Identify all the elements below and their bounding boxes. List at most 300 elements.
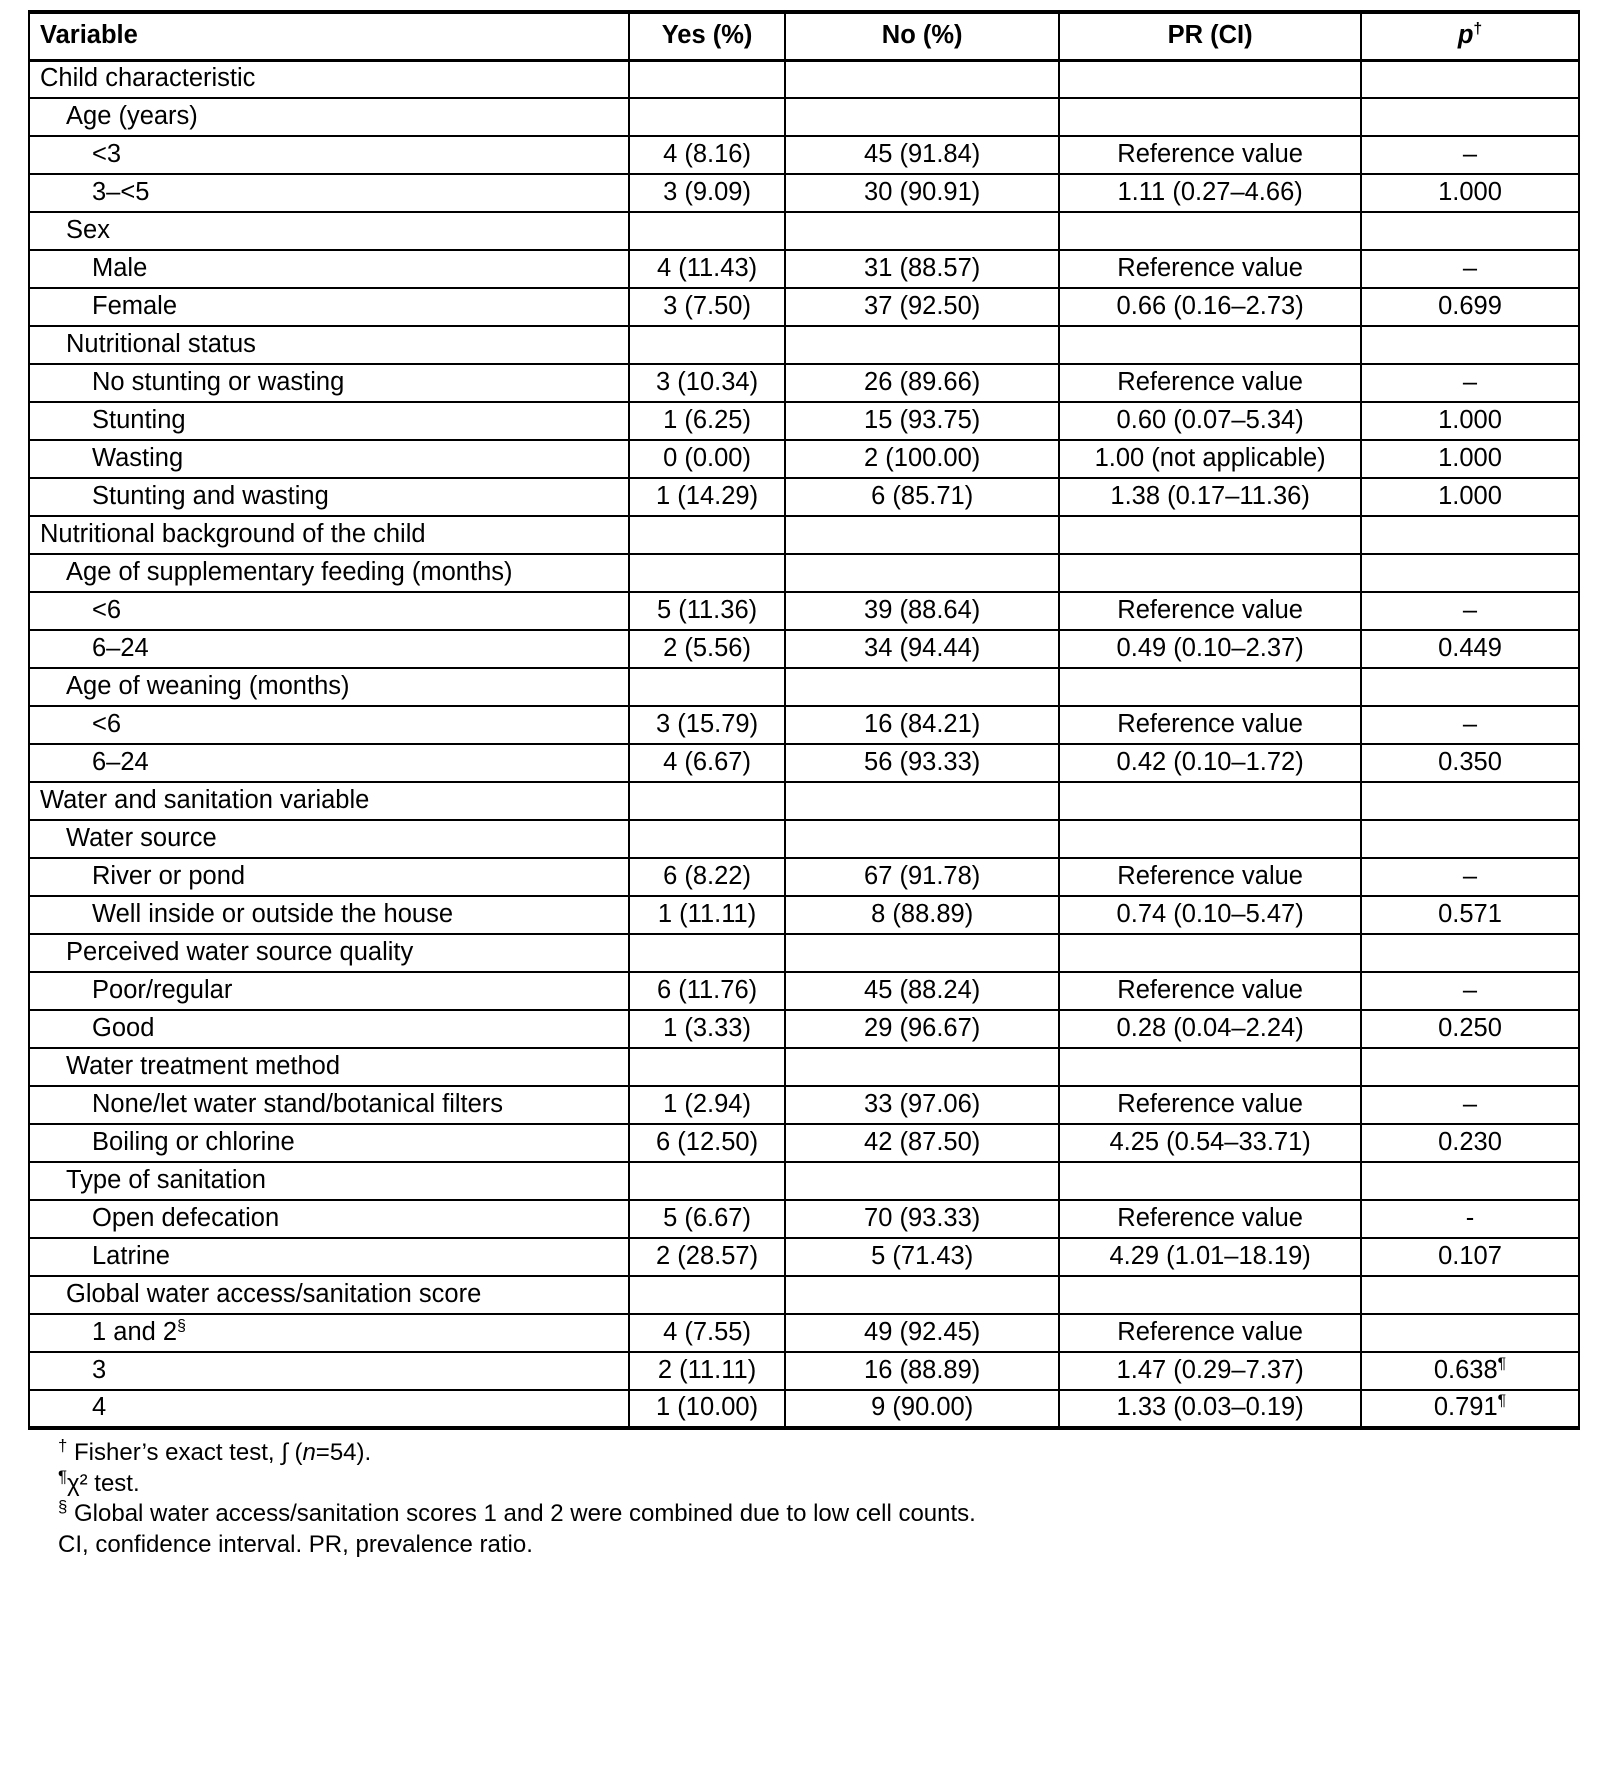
cell-pr-ci-text: Reference value [1117, 139, 1303, 168]
cell-p-value-text [1362, 227, 1578, 236]
cell-no-text: 45 (88.24) [864, 975, 981, 1004]
cell-yes-text [630, 835, 784, 844]
cell-pr-ci [1059, 1238, 1361, 1276]
cell-yes-text: 6 (11.76) [656, 975, 758, 1004]
cell-yes-text: 3 (9.09) [663, 177, 751, 206]
cell-no-text: 67 (91.78) [864, 861, 981, 890]
cell-yes [629, 174, 785, 212]
cell-p-value-text [1362, 1329, 1578, 1338]
cell-p-value [1361, 212, 1579, 250]
cell-no [785, 972, 1059, 1010]
cell-pr-ci [1059, 972, 1361, 1010]
cell-yes-text: 1 (11.11) [657, 899, 757, 928]
cell-pr-ci [1059, 136, 1361, 174]
cell-yes [629, 1010, 785, 1048]
cell-yes-text [630, 949, 784, 958]
cell-no [785, 782, 1059, 820]
cell-yes [629, 1238, 785, 1276]
variable-label: Poor/regular [92, 975, 233, 1004]
cell-pr-ci-text: 0.42 (0.10–1.72) [1116, 747, 1304, 776]
cell-pr-ci-text: 0.60 (0.07–5.34) [1116, 405, 1304, 434]
cell-no-text [786, 113, 1058, 122]
cell-no [785, 1276, 1059, 1314]
cell-no [785, 98, 1059, 136]
table-row [29, 402, 1579, 440]
cell-pr-ci-text: 0.49 (0.10–2.37) [1116, 633, 1304, 662]
cell-no-text: 2 (100.00) [864, 443, 981, 472]
cell-pr-ci-text: Reference value [1117, 1203, 1303, 1232]
cell-yes [629, 1162, 785, 1200]
table-row [29, 1086, 1579, 1124]
cell-no-text: 70 (93.33) [864, 1203, 981, 1232]
cell-yes-text: 2 (5.56) [663, 633, 751, 662]
cell-pr-ci-text [1060, 341, 1360, 350]
cell-yes [629, 934, 785, 972]
cell-yes [629, 136, 785, 174]
table-row [29, 364, 1579, 402]
cell-yes [629, 98, 785, 136]
cell-no-text [786, 531, 1058, 540]
cell-p-value [1361, 1048, 1579, 1086]
table-row [29, 820, 1579, 858]
cell-no [785, 326, 1059, 364]
cell-yes [629, 820, 785, 858]
cell-pr-ci-text [1060, 835, 1360, 844]
cell-p-value-text: 0.638¶ [1433, 1355, 1507, 1384]
cell-p-value-text [1362, 569, 1578, 578]
cell-yes-text: 5 (6.67) [663, 1203, 751, 1232]
cell-p-value [1361, 326, 1579, 364]
cell-pr-ci-text: Reference value [1117, 1089, 1303, 1118]
cell-p-value [1361, 402, 1579, 440]
cell-yes-text: 0 (0.00) [663, 443, 751, 472]
row-label-category [29, 592, 629, 630]
cell-no-text: 45 (91.84) [864, 139, 981, 168]
table-row [29, 1276, 1579, 1314]
cell-pr-ci-text [1060, 1291, 1360, 1300]
cell-p-value-text: 1.000 [1438, 177, 1502, 206]
cell-pr-ci [1059, 212, 1361, 250]
cell-no-text: 34 (94.44) [864, 633, 981, 662]
cell-no-text: 29 (96.67) [864, 1013, 981, 1042]
variable-label: <6 [92, 595, 122, 624]
cell-no-text: 39 (88.64) [864, 595, 981, 624]
cell-p-value-text [1362, 1177, 1578, 1186]
cell-yes [629, 706, 785, 744]
cell-yes-text [630, 531, 784, 540]
cell-p-value-text [1362, 531, 1578, 540]
cell-no-text [786, 75, 1058, 84]
table-row [29, 174, 1579, 212]
row-label-subsection [29, 820, 629, 858]
cell-no-text: 16 (88.89) [864, 1355, 981, 1384]
cell-no-text: 6 (85.71) [871, 481, 974, 510]
cell-p-value-text: 0.699 [1438, 291, 1502, 320]
cell-p-value-text: – [1462, 253, 1478, 282]
cell-yes [629, 782, 785, 820]
cell-pr-ci [1059, 858, 1361, 896]
cell-yes-text: 1 (14.29) [656, 481, 759, 510]
cell-no-text [786, 683, 1058, 692]
footnote-line [58, 1499, 1586, 1530]
cell-yes-text [630, 341, 784, 350]
row-label-section [29, 782, 629, 820]
cell-p-value [1361, 1276, 1579, 1314]
table-row [29, 934, 1579, 972]
cell-p-value-text [1362, 75, 1578, 84]
cell-yes-text: 5 (11.36) [656, 595, 758, 624]
table-row [29, 440, 1579, 478]
cell-p-value [1361, 250, 1579, 288]
table-row [29, 1162, 1579, 1200]
cell-no [785, 554, 1059, 592]
cell-yes [629, 1390, 785, 1428]
cell-p-value-text [1362, 949, 1578, 958]
variable-label: Open defecation [92, 1203, 280, 1232]
row-label-subsection [29, 1162, 629, 1200]
variable-label: Stunting [92, 405, 186, 434]
row-label-section [29, 516, 629, 554]
variable-label: 3 [92, 1355, 107, 1384]
table-row [29, 554, 1579, 592]
row-label-subsection [29, 1276, 629, 1314]
cell-no-text: 15 (93.75) [864, 405, 981, 434]
cell-pr-ci [1059, 1200, 1361, 1238]
row-label-subsection [29, 212, 629, 250]
footnote-marker: † [58, 1436, 68, 1455]
cell-pr-ci [1059, 174, 1361, 212]
table-row [29, 706, 1579, 744]
cell-no [785, 630, 1059, 668]
cell-no [785, 288, 1059, 326]
cell-no-text [786, 835, 1058, 844]
cell-yes [629, 896, 785, 934]
cell-yes-text [630, 1291, 784, 1300]
table-row [29, 1048, 1579, 1086]
variable-label: Age (years) [66, 101, 198, 130]
cell-pr-ci-text: 4.29 (1.01–18.19) [1109, 1241, 1311, 1270]
row-label-section [29, 60, 629, 98]
cell-no [785, 440, 1059, 478]
cell-yes-text: 6 (12.50) [656, 1127, 759, 1156]
p-value-footnote-marker: ¶ [1497, 1392, 1507, 1410]
cell-p-value-text: 1.000 [1438, 481, 1502, 510]
cell-p-value-text: – [1462, 595, 1478, 624]
cell-no-text: 26 (89.66) [864, 367, 981, 396]
cell-no [785, 706, 1059, 744]
footnote-text: Fisher’s exact test, ∫ ( [67, 1439, 303, 1466]
cell-p-value-text [1362, 683, 1578, 692]
variable-label: Perceived water source quality [66, 937, 414, 966]
cell-p-value-text: – [1462, 139, 1478, 168]
cell-p-value-text: – [1462, 1089, 1478, 1118]
prevalence-ratio-table [28, 10, 1580, 1430]
variable-label: Global water access/sanitation score [66, 1279, 482, 1308]
cell-no-text: 9 (90.00) [871, 1393, 974, 1422]
cell-p-value-text: – [1462, 709, 1478, 738]
cell-p-value [1361, 668, 1579, 706]
table-row [29, 782, 1579, 820]
column-header-p-value [1361, 12, 1579, 60]
cell-pr-ci [1059, 478, 1361, 516]
cell-p-value [1361, 858, 1579, 896]
cell-p-value [1361, 440, 1579, 478]
variable-label: River or pond [92, 861, 246, 890]
row-label-category [29, 858, 629, 896]
cell-yes [629, 326, 785, 364]
cell-pr-ci [1059, 516, 1361, 554]
cell-pr-ci-text [1060, 113, 1360, 122]
cell-no [785, 1238, 1059, 1276]
table-row [29, 1238, 1579, 1276]
cell-pr-ci-text: 0.28 (0.04–2.24) [1116, 1013, 1304, 1042]
cell-yes-text: 4 (8.16) [663, 139, 751, 168]
row-label-category [29, 288, 629, 326]
cell-p-value-text [1362, 341, 1578, 350]
cell-no-text: 33 (97.06) [864, 1089, 981, 1118]
cell-no-text [786, 227, 1058, 236]
row-label-subsection [29, 668, 629, 706]
variable-label: Age of supplementary feeding (months) [66, 557, 513, 586]
variable-label: Sex [66, 215, 110, 244]
cell-pr-ci [1059, 782, 1361, 820]
variable-label: No stunting or wasting [92, 367, 345, 396]
cell-p-value [1361, 1124, 1579, 1162]
table-row [29, 1124, 1579, 1162]
cell-no-text: 30 (90.91) [864, 177, 981, 206]
cell-no [785, 250, 1059, 288]
cell-no-text: 31 (88.57) [864, 253, 981, 282]
table-footnotes [28, 1438, 1586, 1561]
cell-p-value [1361, 1352, 1579, 1390]
footnote-line [58, 1466, 1586, 1500]
variable-label: Type of sanitation [66, 1165, 266, 1194]
cell-no [785, 1086, 1059, 1124]
table-row [29, 744, 1579, 782]
table-row [29, 1314, 1579, 1352]
cell-p-value [1361, 972, 1579, 1010]
row-label-category [29, 896, 629, 934]
cell-yes [629, 364, 785, 402]
cell-p-value [1361, 516, 1579, 554]
column-header-pr-ci: PR (CI) [1059, 12, 1361, 60]
cell-pr-ci [1059, 744, 1361, 782]
p-value-footnote-marker: ¶ [1497, 1355, 1507, 1373]
cell-pr-ci-text: 1.00 (not applicable) [1094, 443, 1326, 472]
cell-no [785, 858, 1059, 896]
cell-no-text [786, 1177, 1058, 1186]
cell-no [785, 1352, 1059, 1390]
row-label-category [29, 1124, 629, 1162]
cell-yes [629, 858, 785, 896]
cell-yes-text [630, 113, 784, 122]
row-label-category [29, 630, 629, 668]
cell-no-text [786, 569, 1058, 578]
cell-pr-ci-text: Reference value [1117, 1317, 1303, 1346]
cell-pr-ci [1059, 630, 1361, 668]
table-row [29, 972, 1579, 1010]
cell-yes-text [630, 75, 784, 84]
cell-pr-ci-text [1060, 227, 1360, 236]
cell-yes-text: 4 (11.43) [656, 253, 758, 282]
cell-no [785, 896, 1059, 934]
variable-label: 3–<5 [92, 177, 150, 206]
cell-pr-ci-text [1060, 949, 1360, 958]
table-row [29, 288, 1579, 326]
cell-p-value [1361, 60, 1579, 98]
cell-p-value [1361, 820, 1579, 858]
cell-pr-ci [1059, 402, 1361, 440]
variable-label: Female [92, 291, 178, 320]
cell-pr-ci-text: 1.38 (0.17–11.36) [1110, 481, 1310, 510]
variable-label: Stunting and wasting [92, 481, 329, 510]
cell-p-value [1361, 1314, 1579, 1352]
cell-p-value-text [1362, 835, 1578, 844]
cell-pr-ci-text: 4.25 (0.54–33.71) [1109, 1127, 1311, 1156]
cell-yes-text: 2 (28.57) [656, 1241, 759, 1270]
cell-yes-text: 4 (7.55) [663, 1317, 751, 1346]
cell-pr-ci-text: 1.33 (0.03–0.19) [1116, 1393, 1304, 1422]
cell-p-value-text: 1.000 [1438, 405, 1502, 434]
cell-p-value-text: 0.250 [1438, 1013, 1502, 1042]
cell-pr-ci-text [1060, 1063, 1360, 1072]
cell-no-text [786, 1291, 1058, 1300]
variable-label: Child characteristic [40, 64, 256, 92]
cell-yes-text: 3 (10.34) [656, 367, 759, 396]
row-label-subsection [29, 98, 629, 136]
cell-p-value-text: – [1462, 975, 1478, 1004]
cell-no [785, 364, 1059, 402]
row-label-category [29, 706, 629, 744]
cell-p-value [1361, 174, 1579, 212]
cell-pr-ci-text [1060, 531, 1360, 540]
cell-pr-ci [1059, 592, 1361, 630]
table-row [29, 896, 1579, 934]
cell-pr-ci [1059, 934, 1361, 972]
cell-yes-text: 1 (6.25) [663, 405, 751, 434]
variable-label: Water and sanitation variable [40, 785, 370, 814]
cell-p-value [1361, 706, 1579, 744]
cell-yes [629, 744, 785, 782]
cell-pr-ci [1059, 98, 1361, 136]
row-label-category [29, 1352, 629, 1390]
cell-yes-text: 1 (3.33) [663, 1013, 751, 1042]
cell-p-value-text: – [1462, 861, 1478, 890]
cell-no [785, 136, 1059, 174]
footnote-text: CI, confidence interval. PR, prevalence ratio. [58, 1531, 533, 1559]
cell-yes-text: 6 (8.22) [663, 861, 751, 890]
cell-yes [629, 1314, 785, 1352]
cell-yes-text: 3 (15.79) [656, 709, 759, 738]
row-label-subsection [29, 934, 629, 972]
variable-label: Water source [66, 823, 217, 852]
footnote-text: Global water access/sanitation scores 1 and 2 were combined due to low cell counts. [67, 1500, 976, 1528]
table-row [29, 668, 1579, 706]
variable-label: Good [92, 1013, 155, 1042]
cell-no [785, 516, 1059, 554]
variable-label: Nutritional status [66, 329, 256, 358]
cell-yes-text: 2 (11.11) [657, 1355, 757, 1384]
cell-no [785, 402, 1059, 440]
table-row [29, 858, 1579, 896]
cell-pr-ci-text: 1.47 (0.29–7.37) [1116, 1355, 1304, 1384]
row-label-category [29, 136, 629, 174]
cell-pr-ci-text [1060, 75, 1360, 84]
row-label-category [29, 1200, 629, 1238]
cell-p-value [1361, 1238, 1579, 1276]
cell-p-value [1361, 478, 1579, 516]
column-header-yes: Yes (%) [629, 12, 785, 60]
cell-pr-ci-text [1060, 683, 1360, 692]
cell-yes [629, 1276, 785, 1314]
cell-no-text: 16 (84.21) [864, 709, 981, 738]
cell-yes [629, 478, 785, 516]
cell-p-value [1361, 592, 1579, 630]
cell-pr-ci [1059, 896, 1361, 934]
row-label-category [29, 1390, 629, 1428]
column-header-no: No (%) [785, 12, 1059, 60]
variable-label: Latrine [92, 1241, 170, 1270]
cell-pr-ci [1059, 440, 1361, 478]
cell-yes [629, 250, 785, 288]
table-row [29, 478, 1579, 516]
cell-yes [629, 1352, 785, 1390]
cell-pr-ci [1059, 1352, 1361, 1390]
cell-p-value [1361, 896, 1579, 934]
cell-pr-ci-text [1060, 569, 1360, 578]
cell-no [785, 1390, 1059, 1428]
cell-no [785, 934, 1059, 972]
cell-no-text: 8 (88.89) [871, 899, 974, 928]
cell-yes [629, 972, 785, 1010]
cell-no [785, 60, 1059, 98]
cell-pr-ci-text: 0.74 (0.10–5.47) [1116, 899, 1304, 928]
table-row [29, 630, 1579, 668]
cell-pr-ci [1059, 1124, 1361, 1162]
cell-p-value-text: 0.571 [1438, 899, 1502, 928]
cell-yes [629, 440, 785, 478]
cell-no [785, 1048, 1059, 1086]
cell-no [785, 478, 1059, 516]
cell-p-value [1361, 1162, 1579, 1200]
cell-p-value-text [1362, 797, 1578, 806]
cell-yes [629, 516, 785, 554]
table-row [29, 1010, 1579, 1048]
cell-pr-ci [1059, 554, 1361, 592]
cell-yes-text: 3 (7.50) [663, 291, 751, 320]
cell-p-value-text: 0.230 [1438, 1127, 1502, 1156]
variable-label: Male [92, 253, 148, 282]
cell-p-value-text [1362, 1291, 1578, 1300]
cell-p-value [1361, 364, 1579, 402]
cell-yes-text [630, 683, 784, 692]
cell-no-text: 5 (71.43) [871, 1241, 974, 1270]
cell-pr-ci [1059, 820, 1361, 858]
cell-no-text [786, 1063, 1058, 1072]
cell-pr-ci-text [1060, 797, 1360, 806]
cell-yes [629, 288, 785, 326]
cell-no-text: 42 (87.50) [864, 1127, 981, 1156]
cell-pr-ci-text: Reference value [1117, 253, 1303, 282]
cell-yes [629, 402, 785, 440]
cell-no-text [786, 797, 1058, 806]
header-row [29, 12, 1579, 60]
row-label-category [29, 1010, 629, 1048]
cell-p-value [1361, 1390, 1579, 1428]
cell-p-value [1361, 136, 1579, 174]
cell-no-text: 56 (93.33) [864, 747, 981, 776]
cell-no [785, 1124, 1059, 1162]
